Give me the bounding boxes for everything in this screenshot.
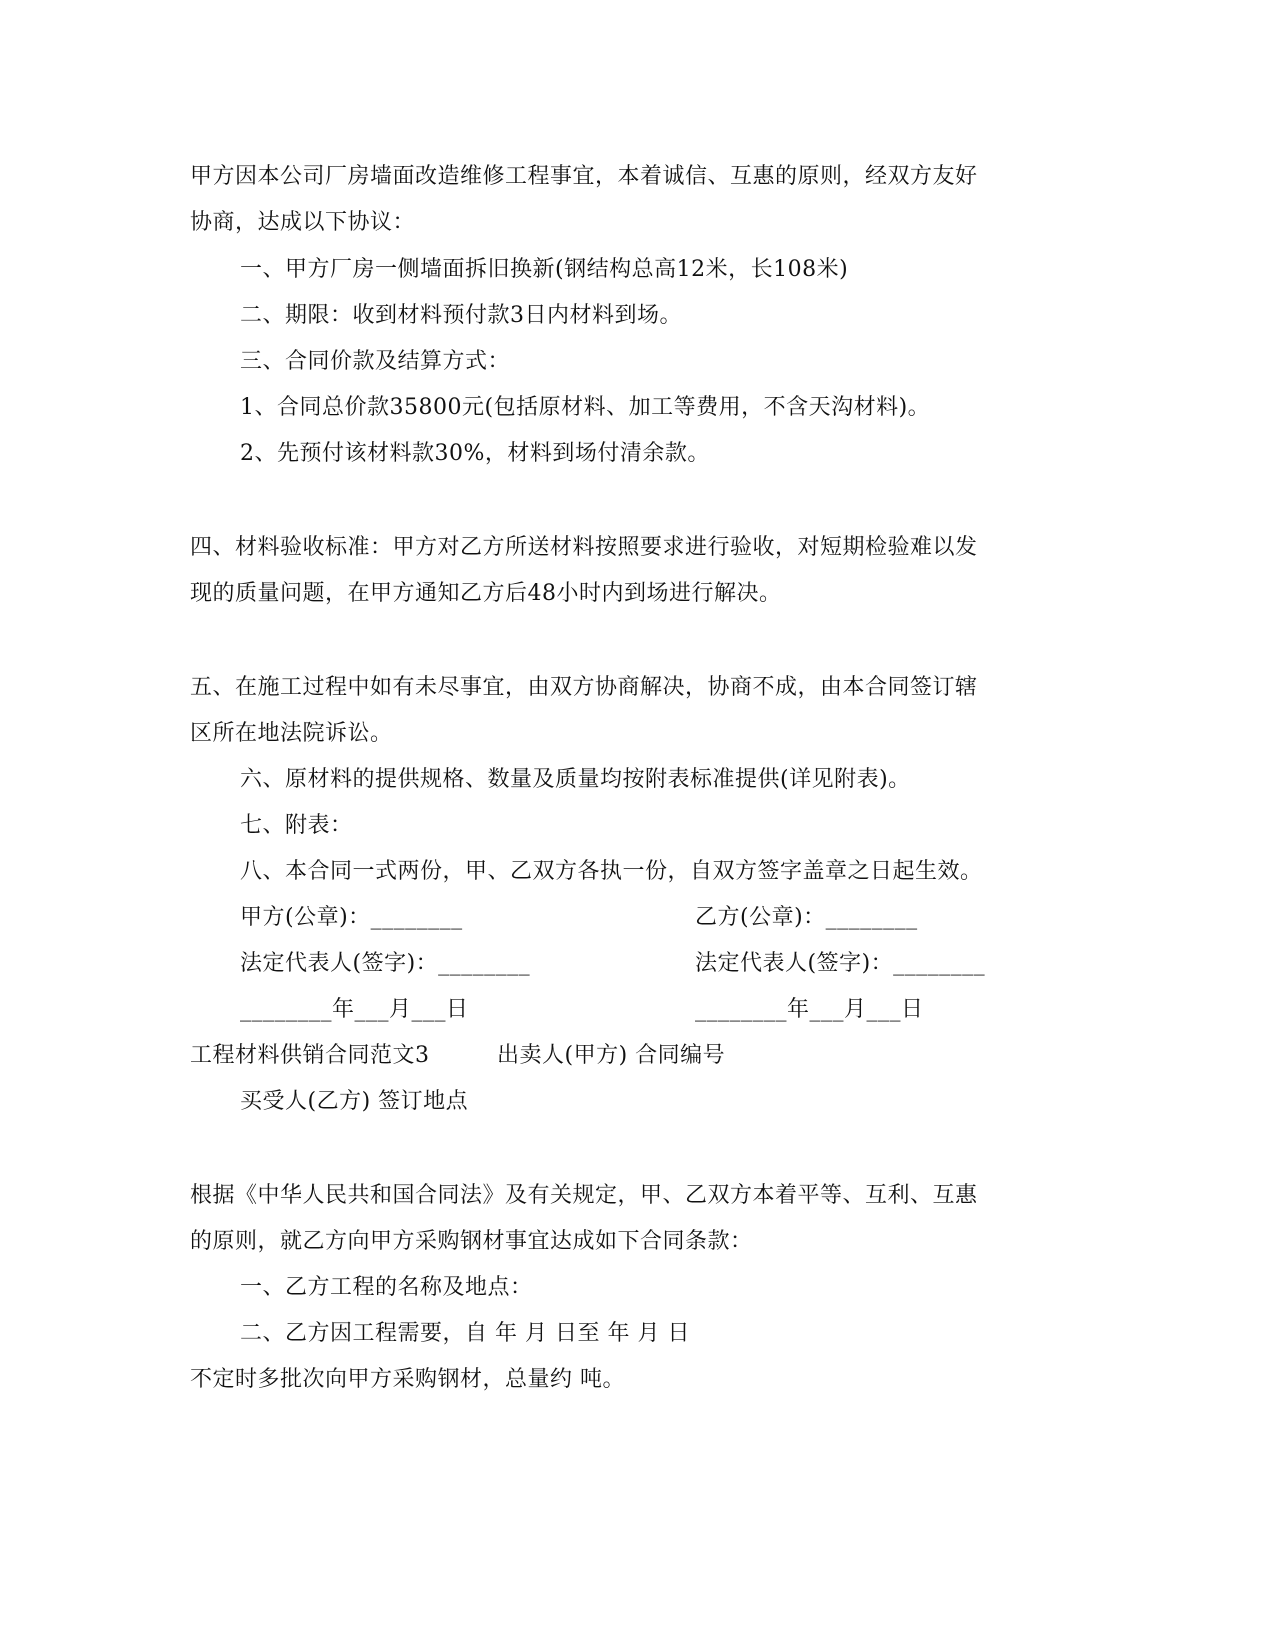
clause-3-item-1: 1、合同总价款35800元(包括原材料、加工等费用，不含天沟材料)。 [240, 395, 931, 420]
second-contract-clause-1: 一、乙方工程的名称及地点： [240, 1275, 533, 1300]
party-a-representative: 法定代表人(签字)：________ [240, 951, 531, 976]
paragraph-intro-line-1: 甲方因本公司厂房墙面改造维修工程事宜，本着诚信、互惠的原则，经双方友好 [190, 164, 978, 189]
party-a-seal: 甲方(公章)：________ [240, 905, 463, 930]
clause-7: 七、附表： [240, 813, 353, 838]
paragraph-intro-line-2: 协商，达成以下协议： [190, 210, 416, 235]
second-contract-clause-2-cont: 不定时多批次向甲方采购钢材，总量约 吨。 [190, 1367, 625, 1392]
clause-1: 一、甲方厂房一侧墙面拆旧换新(钢结构总高12米，长108米) [240, 257, 849, 282]
second-contract-title: 工程材料供销合同范文3 [190, 1043, 430, 1068]
second-contract-intro-line-1: 根据《中华人民共和国合同法》及有关规定，甲、乙双方本着平等、互利、互惠 [190, 1183, 978, 1208]
clause-3-item-2: 2、先预付该材料款30%，材料到场付清余款。 [240, 441, 710, 466]
clause-5-line-2: 区所在地法院诉讼。 [190, 721, 393, 746]
clause-4-line-2: 现的质量问题，在甲方通知乙方后48小时内到场进行解决。 [190, 581, 782, 606]
clause-4-line-1: 四、材料验收标准：甲方对乙方所送材料按照要求进行验收，对短期检验难以发 [190, 535, 978, 560]
party-b-date: ________年___月___日 [695, 997, 924, 1022]
clause-6: 六、原材料的提供规格、数量及质量均按附表标准提供(详见附表)。 [240, 767, 911, 792]
clause-8: 八、本合同一式两份，甲、乙双方各执一份，自双方签字盖章之日起生效。 [240, 859, 983, 884]
party-b-representative: 法定代表人(签字)：________ [695, 951, 986, 976]
second-contract-intro-line-2: 的原则，就乙方向甲方采购钢材事宜达成如下合同条款： [190, 1229, 753, 1254]
second-contract-clause-2: 二、乙方因工程需要，自 年 月 日至 年 月 日 [240, 1321, 690, 1346]
clause-2: 二、期限：收到材料预付款3日内材料到场。 [240, 303, 682, 328]
party-a-date: ________年___月___日 [240, 997, 469, 1022]
clause-3: 三、合同价款及结算方式： [240, 349, 511, 374]
clause-5-line-1: 五、在施工过程中如有未尽事宜，由双方协商解决，协商不成，由本合同签订辖 [190, 675, 978, 700]
party-b-seal: 乙方(公章)：________ [695, 905, 918, 930]
buyer-sign-place: 买受人(乙方) 签订地点 [240, 1089, 469, 1114]
seller-contract-number: 出卖人(甲方) 合同编号 [497, 1043, 726, 1068]
